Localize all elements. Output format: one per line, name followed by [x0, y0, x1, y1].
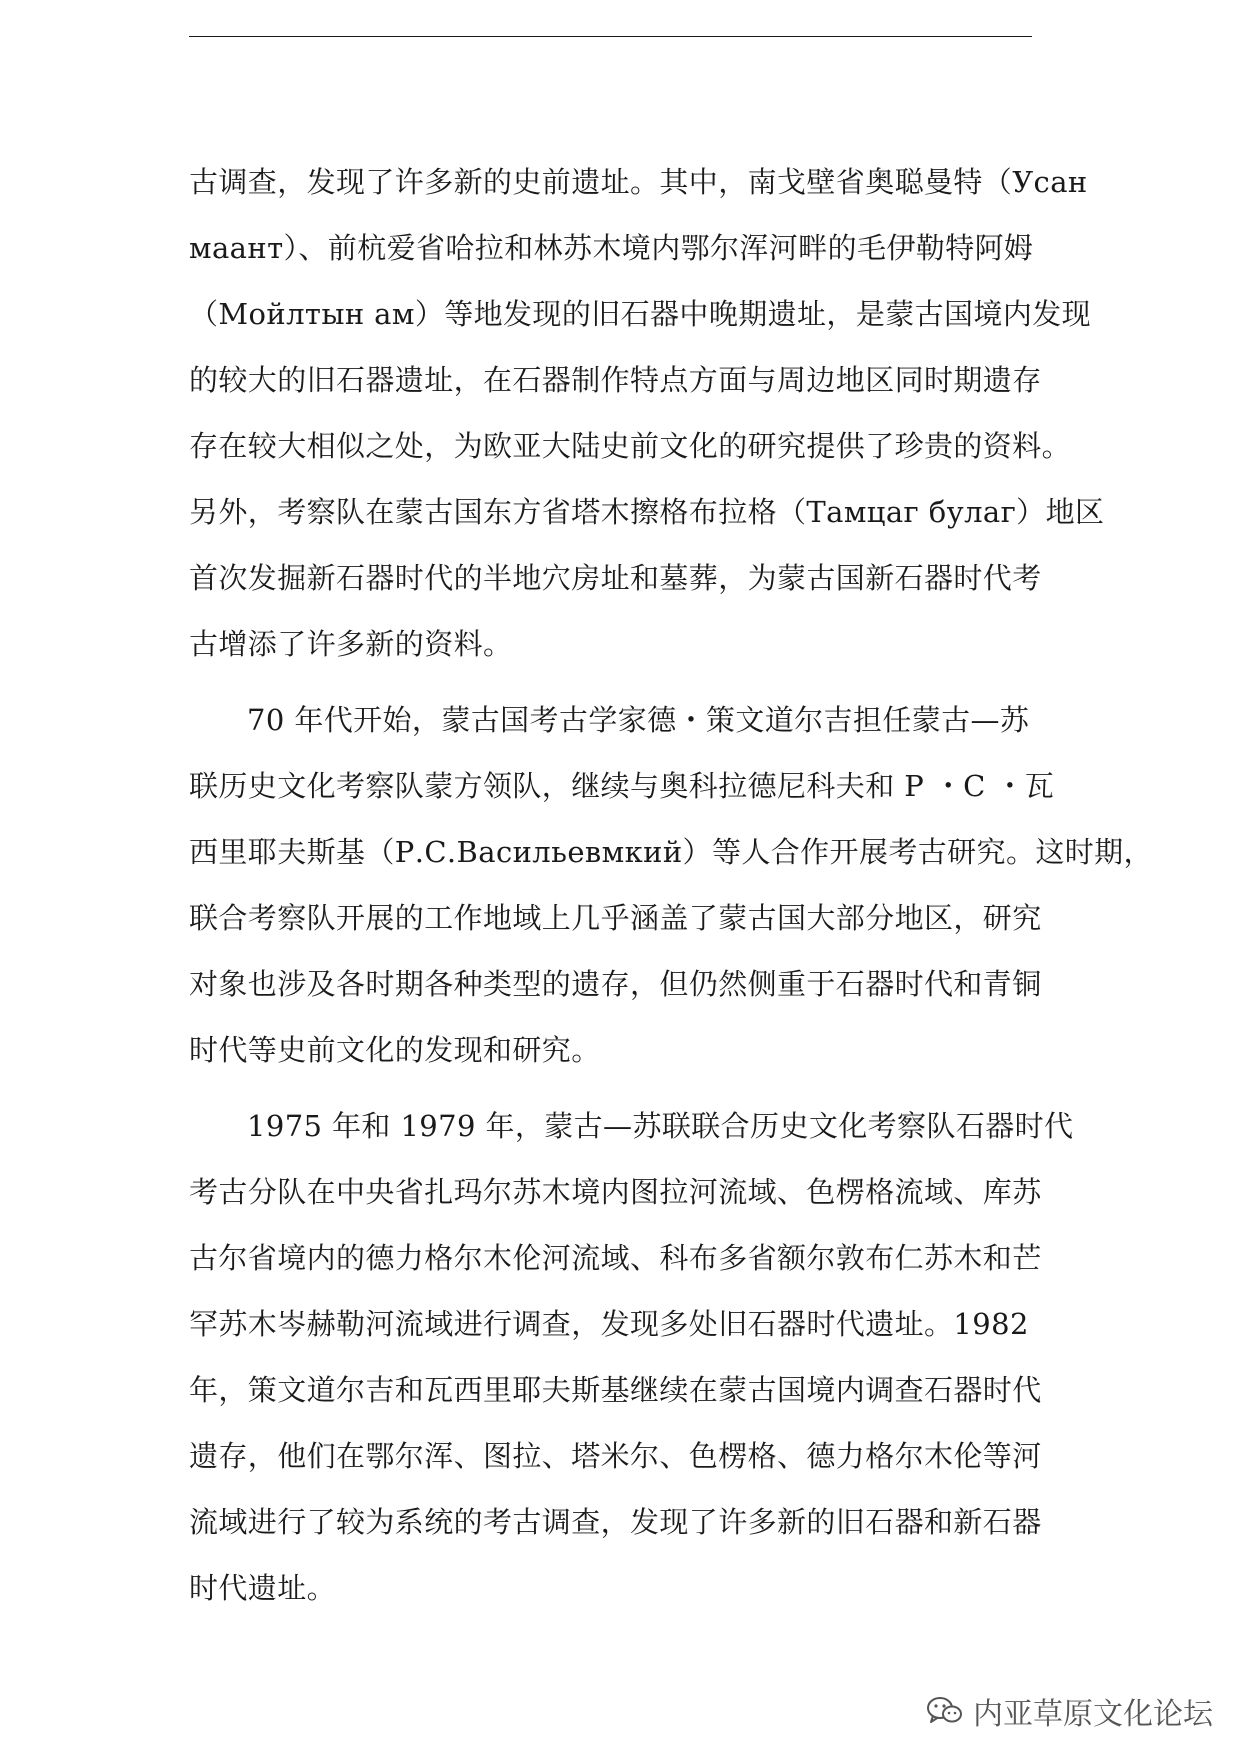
text-line: （Мойлтын ам）等地发现的旧石器中晚期遗址，是蒙古国境内发现 [189, 297, 1092, 331]
text-line: 古尔省境内的德力格尔木伦河流域、科布多省额尔敦布仁苏木和芒 [189, 1241, 1042, 1275]
text-line: 对象也涉及各时期各种类型的遗存，但仍然侧重于石器时代和青铜 [189, 967, 1042, 1001]
paragraph-1 [189, 158, 1105, 686]
watermark-text: 内亚草原文化论坛 [973, 1697, 1213, 1732]
text-line: 存在较大相似之处，为欧亚大陆史前文化的研究提供了珍贵的资料。 [189, 429, 1072, 463]
text-line: 古调查，发现了许多新的史前遗址。其中，南戈壁省奥聪曼特（Усан [189, 165, 1088, 199]
text-line: 罕苏木岑赫勒河流域进行调查，发现多处旧石器时代遗址。1982 [189, 1307, 1029, 1341]
text-line: 时代遗址。 [189, 1571, 337, 1605]
text-line: 另外，考察队在蒙古国东方省塔木擦格布拉格（Тамцаг булаг）地区 [189, 495, 1105, 529]
paragraph-gap [189, 686, 1032, 696]
text-line: 西里耶夫斯基（Р.С.Васильевмкий）等人合作开展考古研究。这时期， [189, 835, 1153, 869]
text-line: 联历史文化考察队蒙方领队，继续与奥科拉德尼科夫和 Р ・С ・瓦 [189, 769, 1055, 803]
text-line: 的较大的旧石器遗址，在石器制作特点方面与周边地区同时期遗存 [189, 363, 1042, 397]
wechat-icon [925, 1695, 965, 1727]
document-body [189, 158, 1153, 1630]
text-line: 首次发掘新石器时代的半地穴房址和墓葬，为蒙古国新石器时代考 [189, 561, 1042, 595]
paragraph-gap [189, 1092, 1032, 1102]
text-line: 1975 年和 1979 年，蒙古—苏联联合历史文化考察队石器时代 [247, 1109, 1074, 1143]
text-line: 时代等史前文化的发现和研究。 [189, 1033, 601, 1067]
text-line: 70 年代开始，蒙古国考古学家德・策文道尔吉担任蒙古—苏 [247, 703, 1030, 737]
text-line: 考古分队在中央省扎玛尔苏木境内图拉河流域、色楞格流域、库苏 [189, 1175, 1042, 1209]
text-line: 年，策文道尔吉和瓦西里耶夫斯基继续在蒙古国境内调查石器时代 [189, 1373, 1042, 1407]
text-line: маант）、前杭爱省哈拉和林苏木境内鄂尔浑河畔的毛伊勒特阿姆 [189, 231, 1034, 265]
text-line: 联合考察队开展的工作地域上几乎涵盖了蒙古国大部分地区，研究 [189, 901, 1042, 935]
watermark [925, 1688, 1213, 1734]
text-line: 遗存，他们在鄂尔浑、图拉、塔米尔、色楞格、德力格尔木伦等河 [189, 1439, 1042, 1473]
header-rule [189, 36, 1032, 37]
paragraph-2 [189, 696, 1153, 1092]
paragraph-3 [189, 1102, 1074, 1630]
text-line: 古增添了许多新的资料。 [189, 627, 513, 661]
text-line: 流域进行了较为系统的考古调查，发现了许多新的旧石器和新石器 [189, 1505, 1042, 1539]
